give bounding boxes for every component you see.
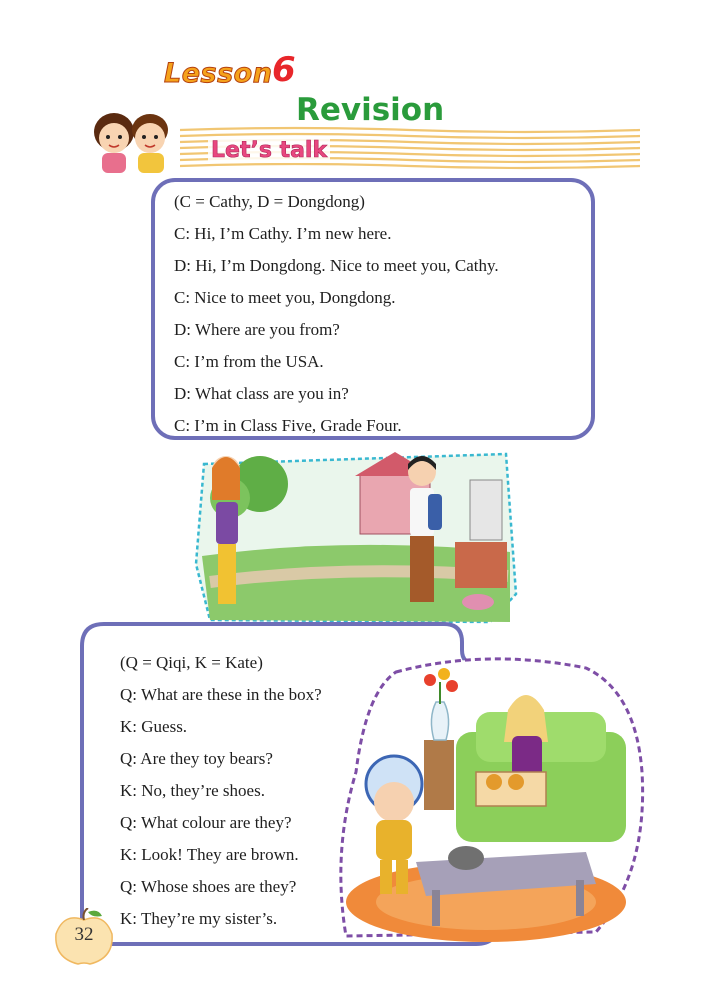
dialogue-line: Q: Whose shoes are they? bbox=[120, 877, 297, 896]
dialogue-line: Q: What are these in the box? bbox=[120, 685, 322, 704]
dialogue-line: K: They’re my sister’s. bbox=[120, 909, 278, 928]
living-room-illustration bbox=[336, 652, 648, 942]
page-number: 32 bbox=[74, 924, 94, 945]
dialogue-line: Q: Are they toy bears? bbox=[120, 749, 273, 768]
school-scene-illustration bbox=[190, 444, 520, 630]
kids-icon bbox=[84, 108, 182, 174]
dialogue-line: K: No, they’re shoes. bbox=[120, 781, 265, 800]
dialogue-line: (C = Cathy, D = Dongdong) bbox=[174, 192, 365, 211]
dialogue-line: C: I’m from the USA. bbox=[174, 352, 324, 371]
lesson-label: Lesson bbox=[164, 58, 273, 89]
section-heading: Let’s talk bbox=[208, 138, 330, 163]
dialogue-line: C: Nice to meet you, Dongdong. bbox=[174, 288, 396, 307]
dialogue-line: C: Hi, I’m Cathy. I’m new here. bbox=[174, 224, 392, 243]
dialogue-line: D: Hi, I’m Dongdong. Nice to meet you, Cathy. bbox=[174, 256, 499, 275]
dialogue-line: (Q = Qiqi, K = Kate) bbox=[120, 653, 263, 672]
dialogue-line: Q: What colour are they? bbox=[120, 813, 292, 832]
lesson-number: 6 bbox=[272, 50, 296, 90]
dialogue-1 bbox=[174, 186, 499, 442]
dialogue-line: C: I’m in Class Five, Grade Four. bbox=[174, 416, 402, 435]
dialogue-2 bbox=[120, 647, 322, 935]
dialogue-line: D: Where are you from? bbox=[174, 320, 340, 339]
dialogue-line: K: Look! They are brown. bbox=[120, 845, 299, 864]
page-title: Revision bbox=[296, 92, 445, 128]
dialogue-line: D: What class are you in? bbox=[174, 384, 349, 403]
dialogue-line: K: Guess. bbox=[120, 717, 188, 736]
